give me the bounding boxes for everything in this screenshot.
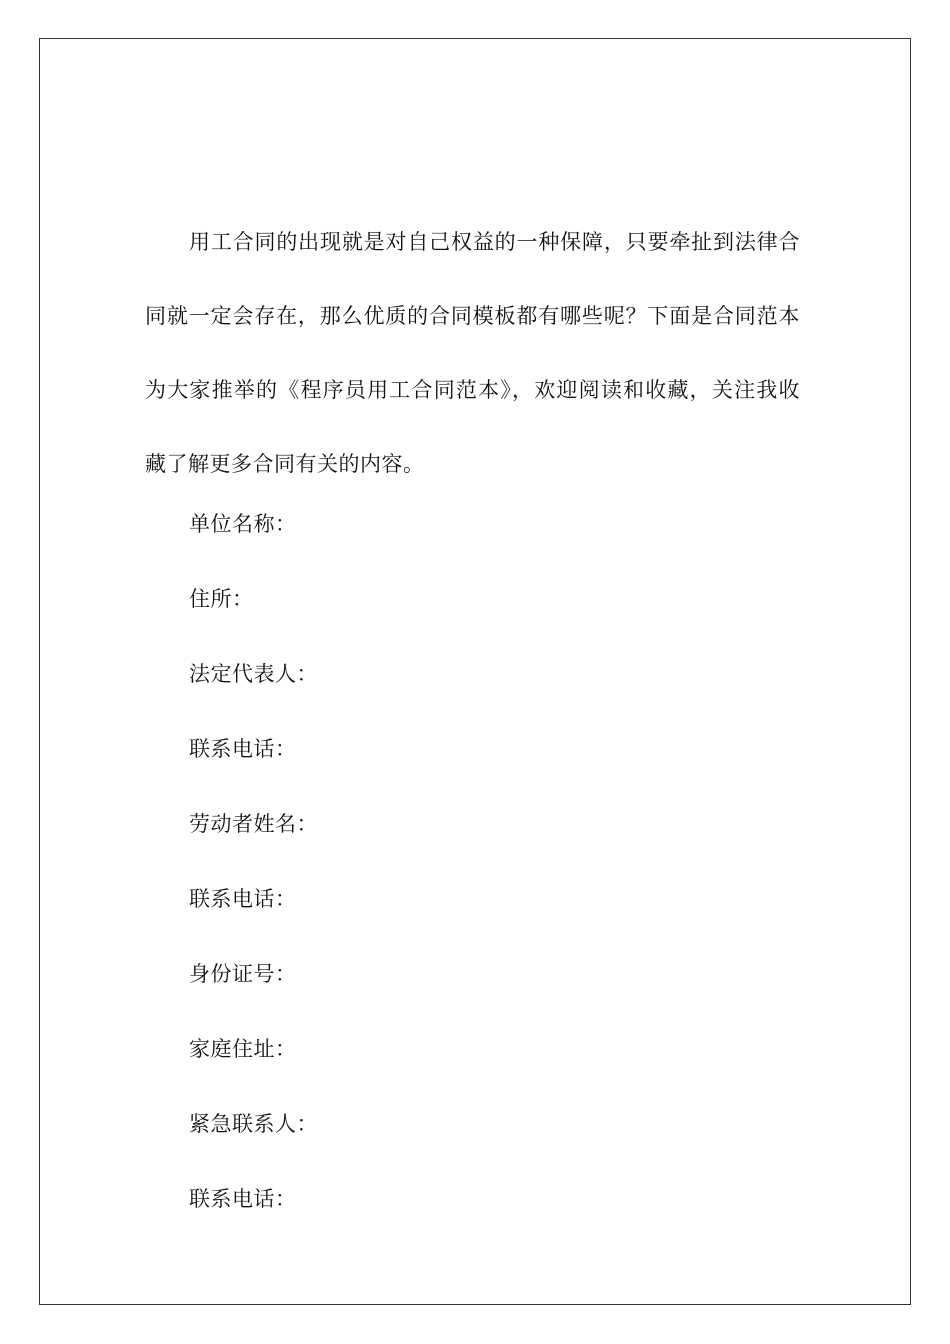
field-home-address: 家庭住址： bbox=[189, 1037, 297, 1061]
field-worker-name: 劳动者姓名： bbox=[189, 812, 318, 836]
field-emergency-contact: 紧急联系人： bbox=[189, 1112, 318, 1136]
field-employer-address: 住所： bbox=[189, 587, 254, 611]
field-worker-phone: 联系电话： bbox=[189, 887, 297, 911]
field-employer-phone: 联系电话： bbox=[189, 737, 297, 761]
field-legal-representative: 法定代表人： bbox=[189, 662, 318, 686]
intro-paragraph: 用工合同的出现就是对自己权益的一种保障，只要牵扯到法律合同就一定会存在，那么优质的合同模板都有哪些呢？下面是合同范本为大家推举的《程序员用工合同范本》，欢迎阅读和收藏，关注我收藏了解更多合同有关的内容。 bbox=[145, 230, 800, 476]
field-emergency-phone: 联系电话： bbox=[189, 1187, 297, 1211]
contract-field-list bbox=[189, 505, 318, 1255]
field-id-number: 身份证号： bbox=[189, 962, 297, 986]
field-employer-name: 单位名称： bbox=[189, 512, 297, 536]
